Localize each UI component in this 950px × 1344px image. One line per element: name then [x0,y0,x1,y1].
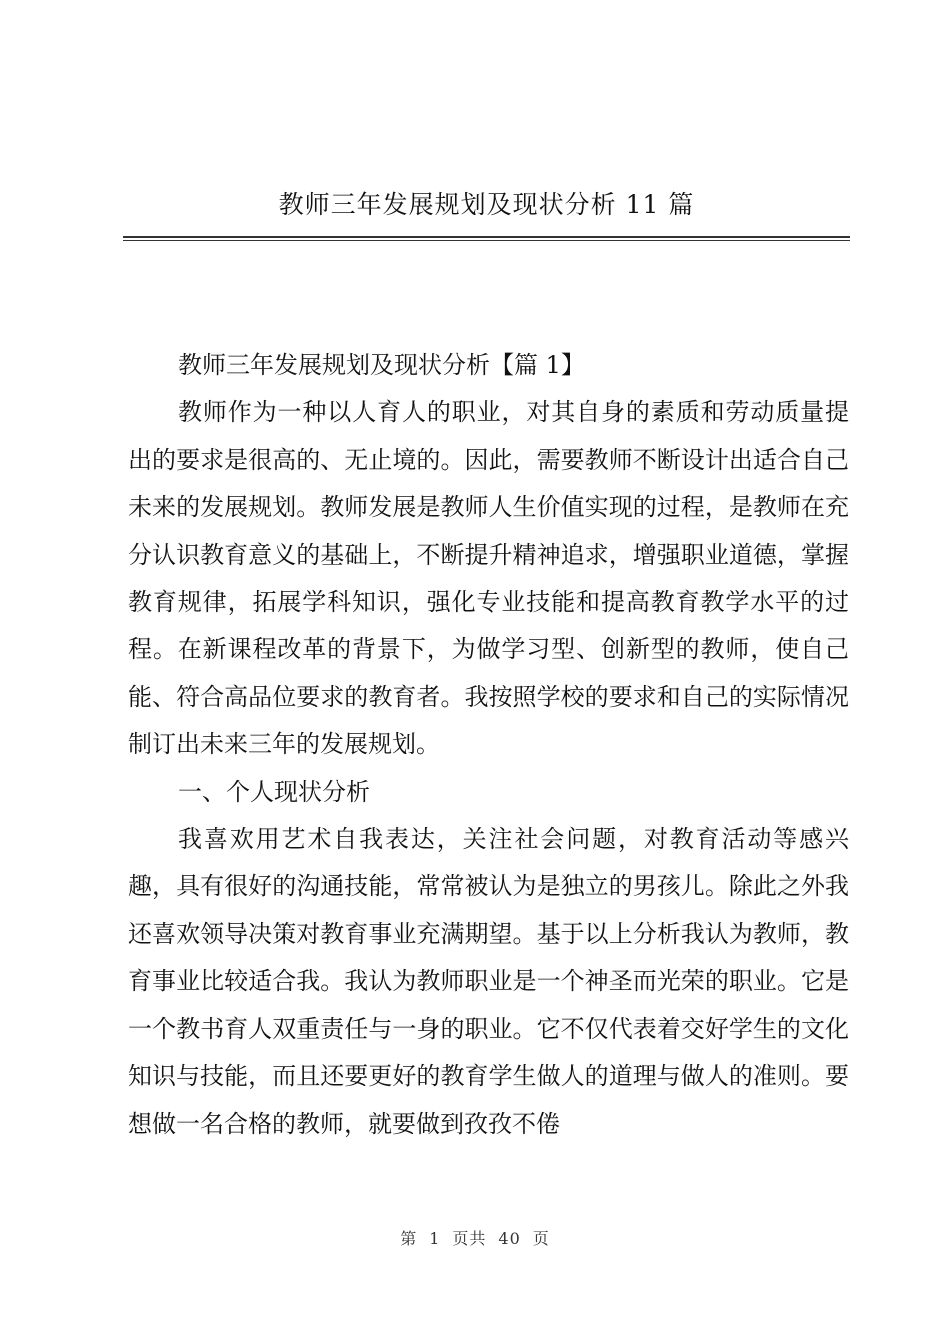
body-paragraph-1: 教师作为一种以人育人的职业，对其自身的素质和劳动质量提出的要求是很高的、无止境的。因此，需要教师不断设计出适合自己未来的发展规划。教师发展是教师人生价值实现的过程，是教师在充分认识教育意义的基础上，不断提升精神追求，增强职业道德，掌握教育规律，拓展学科知识，强化专业技能和提高教育教学水平的过程。在新课程改革的背景下，为做学习型、创新型的教师，使自己能、符合高品位要求的教育者。我按照学校的要求和自己的实际情况制订出未来三年的发展规划。 [128,398,849,759]
footer-page-total: 40 [498,1229,521,1248]
body-paragraph-2: 我喜欢用艺术自我表达，关注社会问题，对教育活动等感兴趣，具有很好的沟通技能，常常被认为是独立的男孩儿。除此之外我还喜欢领导决策对教育事业充满期望。基于以上分析我认为教师，教育事业比较适合我。我认为教师职业是一个神圣而光荣的职业。它是一个教书育人双重责任与一身的职业。它不仅代表着交好学生的文化知识与技能，而且还要更好的教育学生做人的道理与做人的准则。要想做一名合格的教师，就要做到孜孜不倦 [128,825,849,1138]
footer-page-prefix: 第 [400,1229,418,1248]
document-title: 教师三年发展规划及现状分析 11 篇 [278,190,695,219]
document-body [128,342,849,1148]
footer-page-middle: 页共 [452,1229,487,1248]
footer-page-number: 1 [429,1229,441,1248]
page-footer [0,1226,950,1249]
title-divider [123,236,850,241]
footer-page-suffix: 页 [532,1229,550,1248]
section-heading-1: 教师三年发展规划及现状分析【篇 1】 [178,351,585,379]
section-heading-2: 一、个人现状分析 [178,777,370,806]
